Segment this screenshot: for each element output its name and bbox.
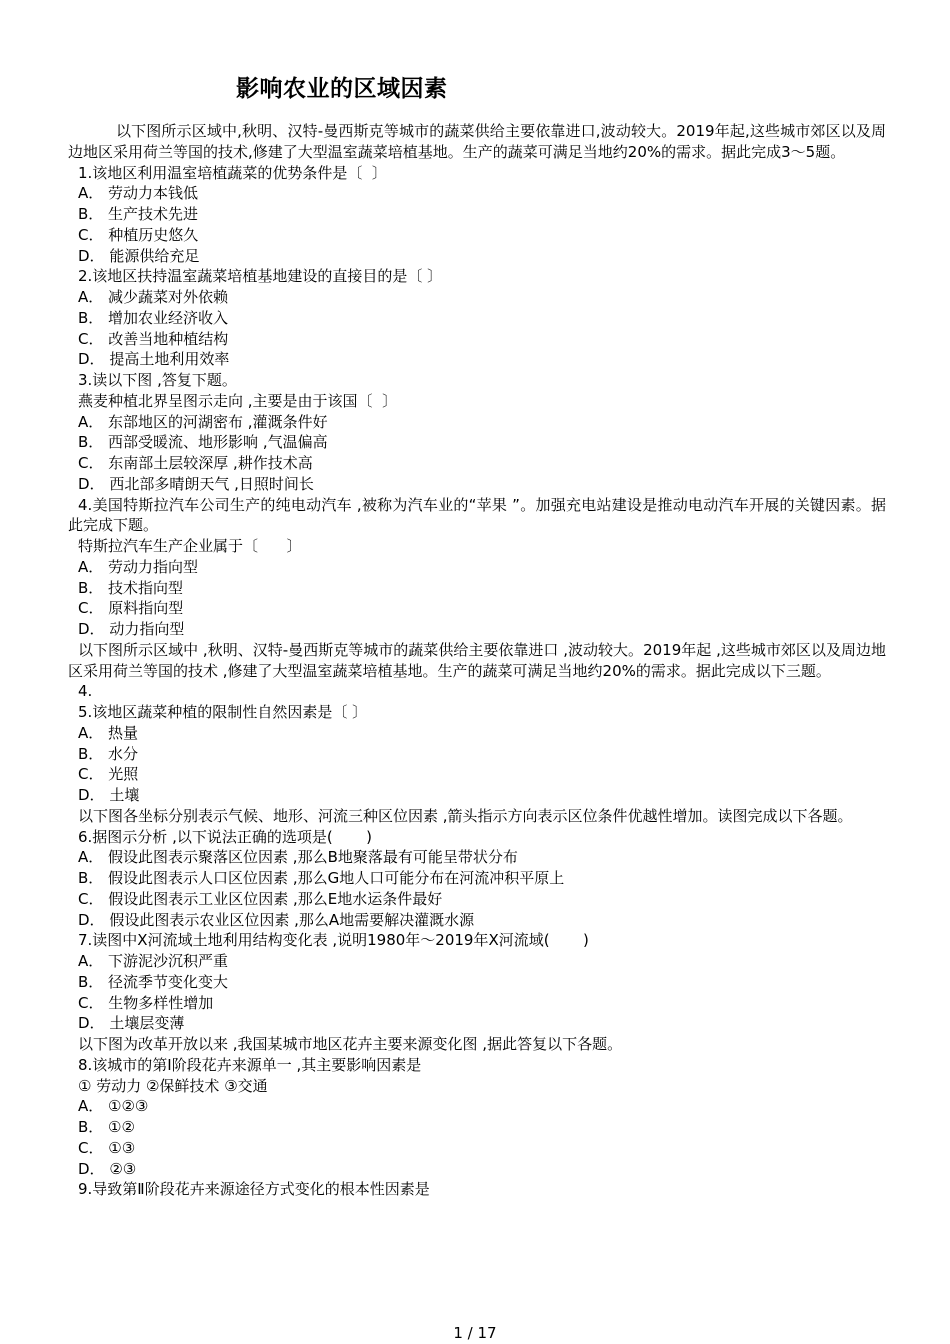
option-line: A． 劳动力本钱低 (78, 184, 199, 203)
intro-paragraph: 以下图所示区域中,秋明、汉特-曼西斯克等城市的蔬菜供给主要依靠进口,波动较大。2019年起,这些城市郊区以及周边地区采用荷兰等国的技术,修建了大型温室蔬菜培植基地。生产的蔬菜可满足当地约20%的需求。据此完成3～5题。 (68, 122, 886, 161)
option-line: B． 技术指向型 (78, 578, 184, 597)
option-line: C． 光照 (78, 765, 139, 784)
text-line: 9.导致第Ⅱ阶段花卉来源途径方式变化的根本性因素是 (78, 1180, 430, 1199)
option-line: C． 生物多样性增加 (78, 993, 214, 1012)
option-line: D． 提高土地利用效率 (78, 350, 230, 369)
option-line: B． 生产技术先进 (78, 205, 199, 223)
option-line: D． 能源供给充足 (78, 246, 200, 265)
coords-paragraph: 以下图各坐标分别表示气候、地形、河流三种区位因素 ,箭头指示方向表示区位条件优越性增加。读图完成以下各题。 (78, 806, 853, 825)
option-line: B． 水分 (78, 744, 139, 763)
option-line: D． 动力指向型 (78, 620, 185, 638)
option-line: B． 西部受暖流、地形影响 ,气温偏高 (78, 433, 328, 452)
option-line: C． 改善当地种植结构 (78, 329, 229, 348)
region-paragraph: 以下图所示区域中 ,秋明、汉特-曼西斯克等城市的蔬菜供给主要依靠进口 ,波动较大。2019年起 ,这些城市郊区以及周边地区采用荷兰等国的技术 ,修建了大型温室蔬菜培植基地。生产的蔬菜可满足当地约20%的需求。据此完成以下三题。 (68, 640, 886, 680)
text-line: 1.该地区利用温室培植蔬菜的优势条件是〔 〕 (78, 163, 387, 182)
option-line: A． 劳动力指向型 (78, 557, 199, 576)
option-line: A． 减少蔬菜对外依赖 (78, 288, 229, 306)
text-line: 燕麦种植北界呈图示走向 ,主要是由于该国〔 〕 (78, 391, 398, 410)
document-body (68, 121, 886, 1200)
option-line: C． 东南部土层较深厚 ,耕作技术高 (78, 454, 313, 472)
text-line: 特斯拉汽车生产企业属于〔 〕 (78, 537, 302, 555)
option-line: A． ①②③ (78, 1097, 149, 1116)
option-line: B． ①② (78, 1118, 135, 1136)
text-line: 4. (78, 682, 93, 701)
text-line: 2.该地区扶持温室蔬菜培植基地建设的直接目的是〔 〕 (78, 267, 443, 286)
option-line: D． 土壤层变薄 (78, 1014, 185, 1033)
option-line: A． 东部地区的河湖密布 ,灌溉条件好 (78, 412, 328, 431)
text-line: 8.该城市的第Ⅰ阶段花卉来源单一 ,其主要影响因素是 (78, 1055, 422, 1074)
text-line: 以下图为改革开放以来 ,我国某城市地区花卉主要来源变化图 ,据此答复以下各题。 (78, 1035, 623, 1053)
option-line: D． 西北部多晴朗天气 ,日照时间长 (78, 474, 314, 493)
text-line: ① 劳动力 ②保鲜技术 ③交通 (78, 1076, 268, 1095)
option-line: B． 假设此图表示人口区位因素 ,那么G地人口可能分布在河流冲积平原上 (78, 869, 565, 887)
page-title: 影响农业的区域因素 (236, 76, 448, 102)
text-line: 7.读图中X河流域土地利用结构变化表 ,说明1980年～2019年X河流域( ) (78, 931, 589, 950)
option-line: A． 下游泥沙沉积严重 (78, 952, 229, 970)
text-line: 5.该地区蔬菜种植的限制性自然因素是〔 〕 (78, 703, 368, 721)
page-number: 1 / 17 (453, 1324, 497, 1342)
option-line: B． 径流季节变化变大 (78, 972, 229, 991)
option-line: D． ②③ (78, 1159, 137, 1178)
option-line: C． 假设此图表示工业区位因素 ,那么E地水运条件最好 (78, 889, 443, 908)
option-line: D． 假设此图表示农业区位因素 ,那么A地需要解决灌溉水源 (78, 910, 475, 929)
option-line: C． 原料指向型 (78, 599, 184, 618)
option-line: A． 假设此图表示聚落区位因素 ,那么B地聚落最有可能呈带状分布 (78, 848, 518, 867)
question-block-a (68, 163, 886, 495)
option-line: B． 增加农业经济收入 (78, 308, 229, 327)
option-line: C． ①③ (78, 1138, 136, 1157)
question-block-d (68, 827, 886, 1201)
question-block-c (68, 681, 886, 806)
option-line: C． 种植历史悠久 (78, 225, 199, 244)
option-line: A． 热量 (78, 723, 139, 742)
question-block-b (68, 536, 886, 640)
question-4-paragraph: 4.美国特斯拉汽车公司生产的纯电动汽车 ,被称为汽车业的“苹果 ”。加强充电站建设是推动电动汽车开展的关键因素。据此完成下题。 (68, 495, 886, 535)
text-line: 6.据图示分析 ,以下说法正确的选项是( ) (78, 827, 372, 846)
text-line: 3.读以下图 ,答复下题。 (78, 371, 237, 389)
option-line: D． 土壤 (78, 786, 140, 804)
